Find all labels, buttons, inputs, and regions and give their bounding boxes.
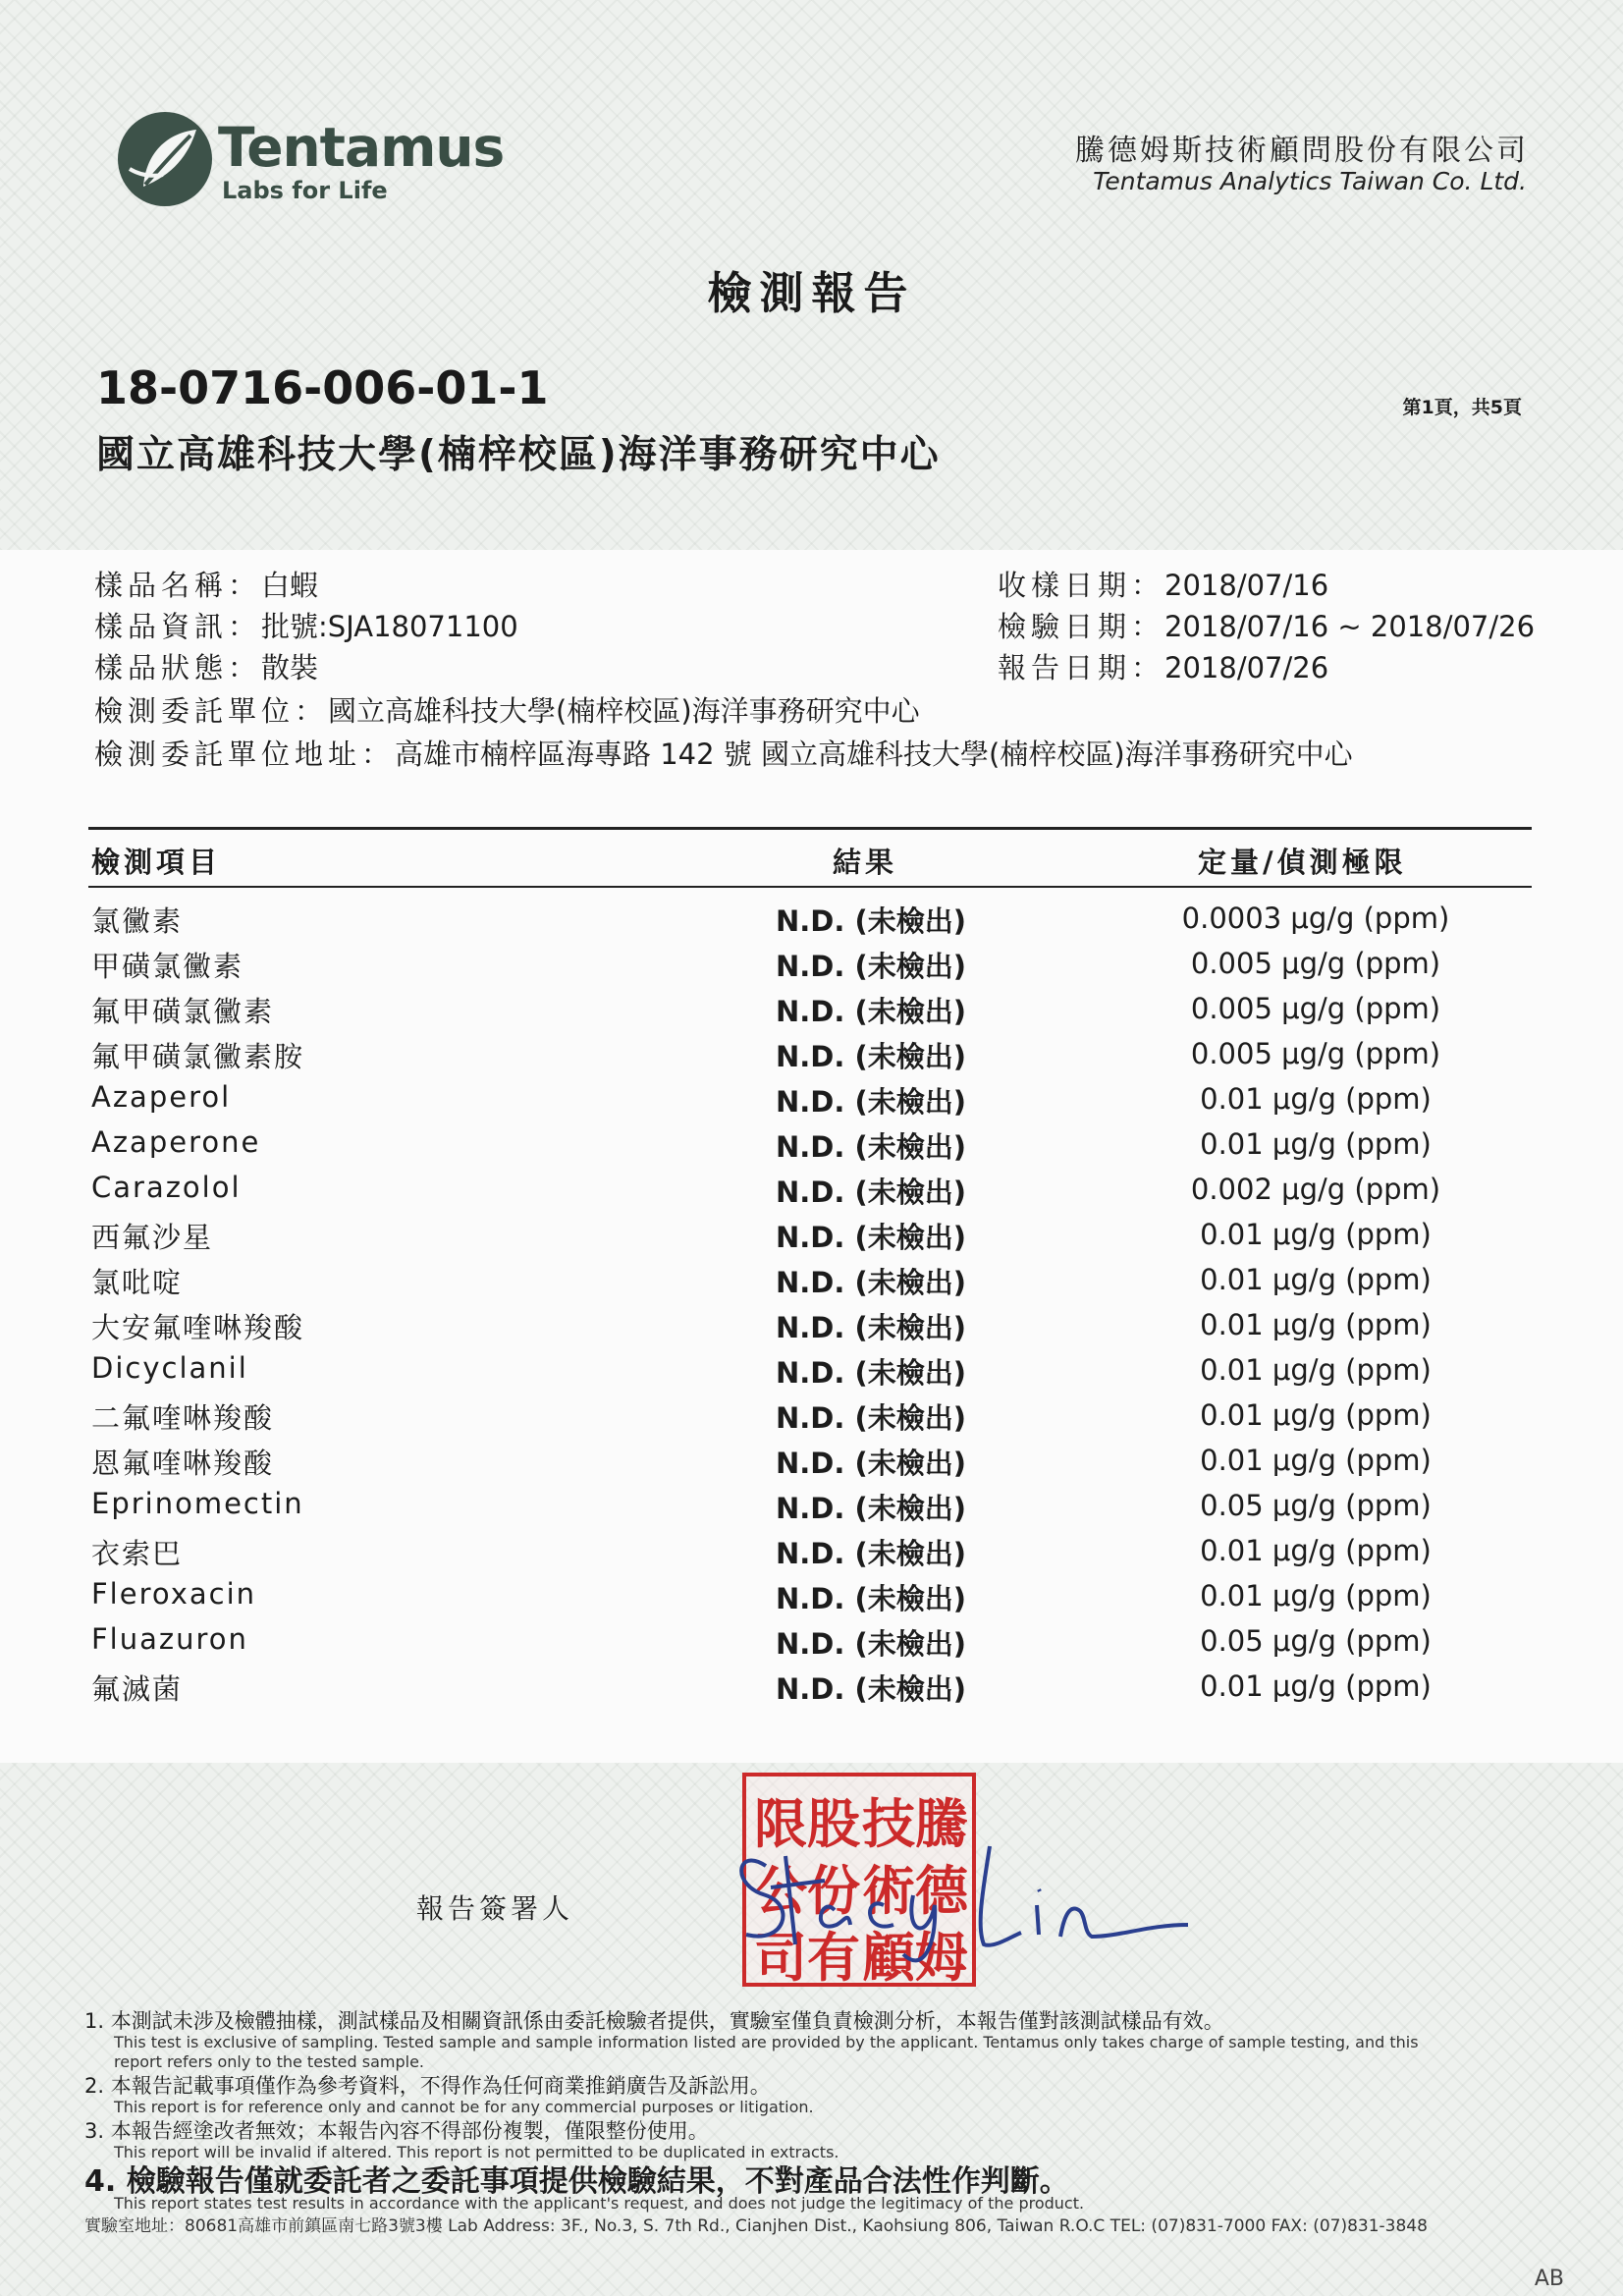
sample-state-value: 散裝 [261,651,319,684]
sample-info-label: 樣品資訊： [94,610,262,643]
row-item: 衣索巴 [91,1537,184,1570]
table-row [0,1345,1623,1391]
row-item: 氟滅菌 [91,1672,184,1706]
row-result: N.D. (未檢出) [776,1175,966,1209]
footnote-3-zh: 3. 本報告經塗改者無效；本報告內容不得部份複製，僅限整份使用。 [84,2119,709,2143]
company-name-zh: 騰德姆斯技術顧問股份有限公司 [1075,134,1529,168]
table-row [0,1481,1623,1526]
table-top-rule [88,827,1532,830]
row-limit: 0.01 μg/g (ppm) [1200,1669,1432,1703]
row-result: N.D. (未檢出) [776,1085,966,1119]
footnote-1-en-b: report refers only to the tested sample. [114,2052,424,2071]
column-header-result: 結果 [833,846,898,879]
column-header-item: 檢測項目 [91,846,222,879]
footnote-1-zh: 1. 本測試未涉及檢體抽樣，測試樣品及相關資訊係由委託檢驗者提供，實驗室僅負責檢測分析，本報告僅對該測試樣品有效。 [84,2009,1224,2033]
row-limit: 0.0003 μg/g (ppm) [1181,902,1450,935]
row-result: N.D. (未檢出) [776,1447,966,1480]
signatory-label: 報告簽署人 [416,1892,574,1925]
row-result: N.D. (未檢出) [776,1040,966,1073]
handwritten-signature [727,1827,1198,1974]
table-row [0,984,1623,1029]
table-row [0,939,1623,984]
client-address-row [94,733,1353,773]
row-result: N.D. (未檢出) [776,1582,966,1615]
row-limit: 0.01 μg/g (ppm) [1200,1579,1432,1613]
row-result: N.D. (未檢出) [776,1627,966,1661]
row-limit: 0.01 μg/g (ppm) [1200,1353,1432,1387]
received-date-value: 2018/07/16 [1164,569,1329,602]
row-result: N.D. (未檢出) [776,1672,966,1706]
row-limit: 0.01 μg/g (ppm) [1200,1082,1432,1116]
test-date-row [998,605,1535,645]
row-result: N.D. (未檢出) [776,1401,966,1435]
report-date-row [998,646,1328,686]
row-item: Carazolol [91,1171,242,1204]
row-result: N.D. (未檢出) [776,1492,966,1525]
footnote-1-en-a: This test is exclusive of sampling. Tested sample and sample information listed are provided by the applicant. Tentamus only takes charge of sample testing, and this [114,2033,1419,2051]
table-row [0,894,1623,939]
table-row [0,1662,1623,1707]
table-row [0,1391,1623,1436]
row-item: 氟甲磺氯黴素胺 [91,1040,305,1073]
row-limit: 0.01 μg/g (ppm) [1200,1127,1432,1161]
row-item: 大安氟喹啉羧酸 [91,1311,305,1344]
client-value: 國立高雄科技大學(楠梓校區)海洋事務研究中心 [328,694,920,728]
table-row [0,1526,1623,1571]
row-result: N.D. (未檢出) [776,1537,966,1570]
row-item: 二氟喹啉羧酸 [91,1401,275,1435]
row-item: 西氟沙星 [91,1221,214,1254]
report-date-label: 報告日期： [998,651,1165,684]
test-date-value: 2018/07/16 ~ 2018/07/26 [1164,610,1536,643]
row-result: N.D. (未檢出) [776,1311,966,1344]
row-item: Azaperol [91,1080,232,1114]
sample-name-row [94,564,318,604]
table-row [0,1616,1623,1662]
report-number: 18-0716-006-01-1 [96,361,549,414]
row-result: N.D. (未檢出) [776,1356,966,1390]
table-row [0,1120,1623,1165]
test-date-label: 檢驗日期： [998,610,1165,643]
row-result: N.D. (未檢出) [776,995,966,1028]
row-result: N.D. (未檢出) [776,1130,966,1164]
row-item: 甲磺氯黴素 [91,950,244,983]
row-item: 恩氟喹啉羧酸 [91,1447,275,1480]
row-limit: 0.005 μg/g (ppm) [1190,992,1441,1025]
table-row [0,1300,1623,1345]
table-row [0,1210,1623,1255]
row-limit: 0.01 μg/g (ppm) [1200,1444,1432,1477]
row-limit: 0.05 μg/g (ppm) [1200,1624,1432,1658]
footnote-4-zh: 4. 檢驗報告僅就委託者之委託事項提供檢驗結果，不對產品合法性作判斷。 [84,2164,1069,2199]
brand-tagline: Labs for Life [222,177,388,204]
client-address-value: 高雄市楠梓區海專路 142 號 國立高雄科技大學(楠梓校區)海洋事務研究中心 [395,738,1353,771]
document-title: 檢測報告 [707,267,916,319]
client-address-label: 檢測委託單位地址： [94,738,396,771]
sample-info-row [94,605,518,645]
sample-name-value: 白蝦 [261,569,319,602]
table-header-rule [88,886,1532,888]
sample-state-row [94,646,318,686]
row-item: 氯吡啶 [91,1266,184,1299]
sample-state-label: 樣品狀態： [94,651,262,684]
footnote-4-en: This report states test results in accordance with the applicant's request, and does not judge the legitimacy of the product. [114,2194,1085,2213]
row-limit: 0.002 μg/g (ppm) [1190,1173,1441,1206]
table-row [0,1029,1623,1074]
row-item: Dicyclanil [91,1351,248,1385]
row-result: N.D. (未檢出) [776,1221,966,1254]
received-date-label: 收樣日期： [998,569,1165,602]
row-limit: 0.01 μg/g (ppm) [1200,1534,1432,1567]
row-item: Azaperone [91,1125,261,1159]
row-result: N.D. (未檢出) [776,904,966,938]
row-item: Eprinomectin [91,1487,304,1520]
row-limit: 0.01 μg/g (ppm) [1200,1308,1432,1341]
sample-info-value: 批號:SJA18071100 [261,610,518,643]
footnote-3-en: This report will be invalid if altered. This report is not permitted to be duplicated in extracts. [114,2143,839,2161]
row-item: 氯黴素 [91,904,184,938]
column-header-limit: 定量/偵測極限 [1198,846,1407,879]
row-limit: 0.01 μg/g (ppm) [1200,1218,1432,1251]
row-item: 氟甲磺氯黴素 [91,995,275,1028]
row-result: N.D. (未檢出) [776,1266,966,1299]
row-item: Fleroxacin [91,1577,257,1611]
company-seal-stamp: 限 股 技 騰 公 份 術 德 司 有 顧 姆 [742,1773,976,1987]
page-code: AB [1534,2267,1564,2291]
row-limit: 0.01 μg/g (ppm) [1200,1263,1432,1296]
footnote-2-en: This report is for reference only and cannot be for any commercial purposes or litigation. [114,2098,814,2116]
report-date-value: 2018/07/26 [1164,651,1329,684]
table-row [0,1074,1623,1120]
row-result: N.D. (未檢出) [776,950,966,983]
company-name-en: Tentamus Analytics Taiwan Co. Ltd. [1093,167,1527,195]
row-limit: 0.005 μg/g (ppm) [1190,947,1441,980]
brand-name: Tentamus [218,116,505,179]
client-label: 檢測委託單位： [94,694,329,728]
table-row [0,1165,1623,1210]
row-limit: 0.01 μg/g (ppm) [1200,1398,1432,1432]
client-row [94,689,920,730]
lab-address: 實驗室地址：80681高雄市前鎮區南七路3號3樓 Lab Address: 3F., No.3, S. 7th Rd., Cianjhen Dist., Kaohsiung 806, Taiwan R.O.C TEL: (07)831-7000 FAX: (07)831-3848 [84,2216,1428,2236]
row-limit: 0.005 μg/g (ppm) [1190,1037,1441,1070]
tentamus-leaf-logo-icon [116,110,214,208]
client-title: 國立高雄科技大學(楠梓校區)海洋事務研究中心 [96,433,941,477]
footnote-2-zh: 2. 本報告記載事項僅作為參考資料，不得作為任何商業推銷廣告及訴訟用。 [84,2074,771,2098]
row-limit: 0.05 μg/g (ppm) [1200,1489,1432,1522]
received-date-row [998,564,1328,604]
sample-name-label: 樣品名稱： [94,569,262,602]
row-item: Fluazuron [91,1622,248,1656]
page-indicator: 第1頁，共5頁 [1402,397,1522,418]
table-row [0,1255,1623,1300]
table-row [0,1571,1623,1616]
table-row [0,1436,1623,1481]
